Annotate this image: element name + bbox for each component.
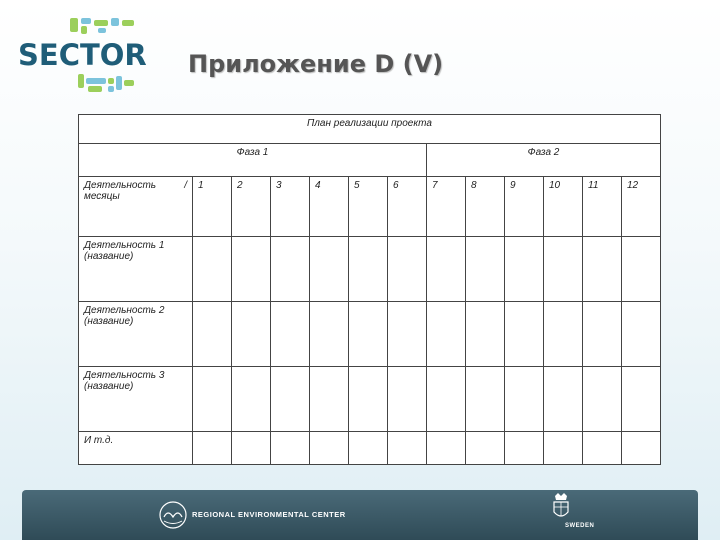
month-cell [505,302,544,367]
month-header: 10 [544,177,583,237]
months-label-activity: Деятельность [84,180,157,191]
month-cell [544,367,583,432]
phase-2-header: Фаза 2 [427,144,661,177]
month-cell [544,302,583,367]
month-cell [349,302,388,367]
month-cell [310,367,349,432]
month-cell [427,237,466,302]
month-cell [505,432,544,465]
activity-row [79,302,661,367]
month-cell [427,302,466,367]
activity-label: Деятельность 3 (название) [79,367,193,432]
slide-title: Приложение D (V) [188,50,444,78]
month-cell [193,237,232,302]
month-header: 12 [622,177,661,237]
month-header: 1 [193,177,232,237]
month-header: 9 [505,177,544,237]
month-cell [232,367,271,432]
month-cell [310,432,349,465]
rec-logo-icon [158,500,188,530]
month-cell [271,237,310,302]
month-cell [622,302,661,367]
month-cell [466,432,505,465]
months-label-cell [79,177,193,237]
month-cell [505,237,544,302]
month-cell [232,237,271,302]
month-cell [349,237,388,302]
month-header: 8 [466,177,505,237]
month-cell [310,302,349,367]
months-label-months: месяцы [84,191,120,202]
month-cell [349,432,388,465]
month-cell [622,367,661,432]
activity-row [79,237,661,302]
month-cell [427,432,466,465]
activity-label: Деятельность 1 (название) [79,237,193,302]
month-header: 3 [271,177,310,237]
month-cell [193,367,232,432]
month-cell [466,302,505,367]
etc-label: И т.д. [79,432,193,465]
month-cell [466,367,505,432]
month-header: 7 [427,177,466,237]
month-cell [427,367,466,432]
sweden-crest-icon [548,492,574,522]
month-cell [349,367,388,432]
month-header: 2 [232,177,271,237]
month-cell [583,302,622,367]
month-cell [544,432,583,465]
month-cell [466,237,505,302]
rec-text: REGIONAL ENVIRONMENTAL CENTER [192,510,346,519]
month-header: 4 [310,177,349,237]
month-cell [583,432,622,465]
activity-row [79,367,661,432]
month-cell [388,367,427,432]
month-cell [388,237,427,302]
month-cell [232,302,271,367]
month-cell [505,367,544,432]
month-cell [544,237,583,302]
month-header: 11 [583,177,622,237]
activity-label: Деятельность 2 (название) [79,302,193,367]
table-title: План реализации проекта [79,115,661,144]
footer-bar [22,490,698,540]
month-cell [310,237,349,302]
activity-row [79,432,661,465]
month-cell [193,302,232,367]
month-cell [232,432,271,465]
project-plan-table [78,114,661,465]
month-cell [622,237,661,302]
month-cell [271,367,310,432]
logo-text: SECTOR [18,38,147,72]
sweden-text: SWEDEN [565,523,595,529]
month-header: 5 [349,177,388,237]
month-header: 6 [388,177,427,237]
month-cell [583,367,622,432]
month-cell [388,432,427,465]
sector-logo [18,16,148,96]
month-cell [271,302,310,367]
month-cell [388,302,427,367]
month-cell [271,432,310,465]
month-cell [583,237,622,302]
months-label-slash: / [184,180,187,191]
phase-1-header: Фаза 1 [79,144,427,177]
month-cell [622,432,661,465]
month-cell [193,432,232,465]
